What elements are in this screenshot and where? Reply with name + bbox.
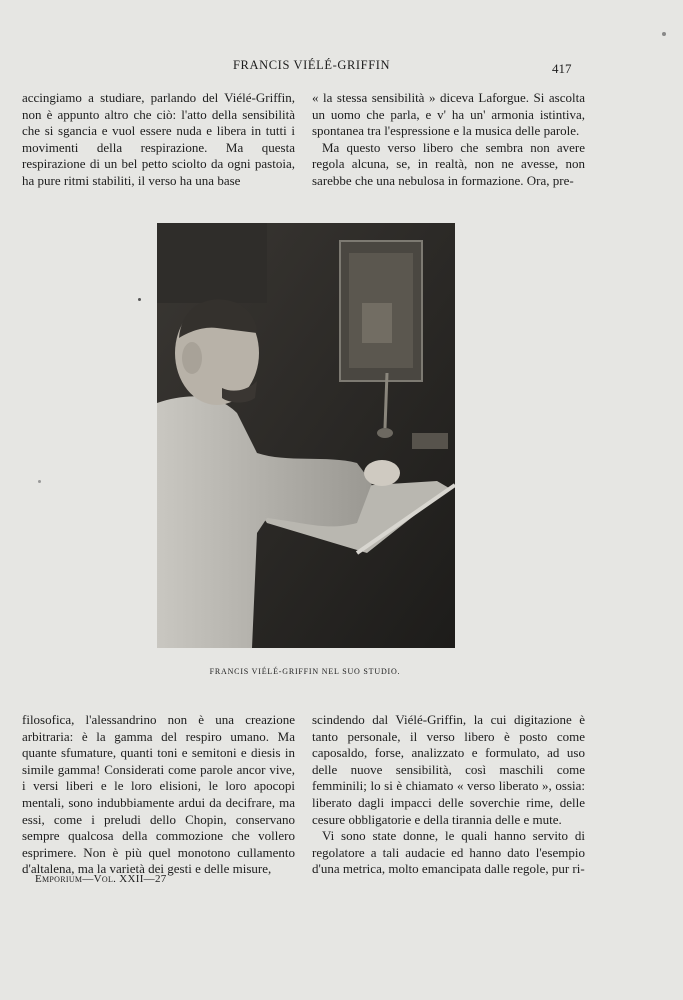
- running-title: FRANCIS VIÉLÉ-GRIFFIN: [233, 58, 391, 72]
- paragraph: scindendo dal Viélé-Griffin, la cui digitazione è tanto personale, il verso libero è posto come caposaldo, forse, analizzato e formulato, ad uso delle nuove sensibilità, così maschili come femminili; lo si è chiamato « verso liberato », ossia: liberato dagli impacci delle soverchie rime, delle cesure obbligatorie e della tirannia delle e mute.: [312, 712, 585, 827]
- figure-caption: FRANCIS VIÉLÉ-GRIFFIN NEL SUO STUDIO.: [209, 667, 401, 676]
- paragraph: filosofica, l'alessandrino non è una creazione arbitraria: è la gamma del respiro umano. Ma quante sfumature, quanti toni e semitoni e diesis in simile gamma! Considerati come parole ancor vive, i versi liberi e le loro elisioni, le loro apocopi mentali, sono indubbiamente ardui da decifrare, ma essi, come i preludi dello Chopin, conservano sempre qualcosa della commozione che vollero esprimere. Non è più quel monotono cullamento d'altalena, ma la varietà dei gesti e delle misure,: [22, 712, 295, 877]
- paper-speck: [662, 32, 666, 36]
- footer-folio: Emporium—Vol. XXII—27: [35, 873, 167, 885]
- text-column-top-right: [312, 90, 585, 190]
- page-number: 417: [552, 61, 572, 76]
- text-column-bottom-right: [312, 712, 585, 878]
- paragraph: Ma questo verso libero che sembra non avere regola alcuna, se, in realtà, non ne avesse, non sarebbe che una nebulosa in formazione. Ora, pre-: [312, 139, 585, 188]
- running-head: [0, 58, 683, 78]
- paragraph: Vi sono state donne, le quali hanno servito di regolatore a tali audacie ed hanno dato l'esempio d'una metrica, molto emancipata dalle regole, pur ri-: [312, 828, 585, 877]
- paper-speck: [138, 298, 141, 301]
- portrait-photo-image: [157, 223, 455, 648]
- portrait-photograph: [157, 223, 455, 648]
- text-column-top-left: [22, 90, 295, 190]
- paper-speck: [38, 480, 41, 483]
- paragraph: « la stessa sensibilità » diceva Laforgue. Si ascolta un uomo che parla, e v' ha un' armonia istintiva, spontanea tra l'espressione e la musica delle parole.: [312, 90, 585, 139]
- text-column-bottom-left: [22, 712, 295, 878]
- paragraph: accingiamo a studiare, parlando del Viélé-Griffin, non è appunto altro che ciò: l'atto della sensibilità che si sgancia e vuol essere nuda e libera in tutti i movimenti della respirazione. Ma questa respirazione di un bel petto sciolto da ogni pastoia, ha pure ritmi stabiliti, il verso ha una base: [22, 90, 295, 188]
